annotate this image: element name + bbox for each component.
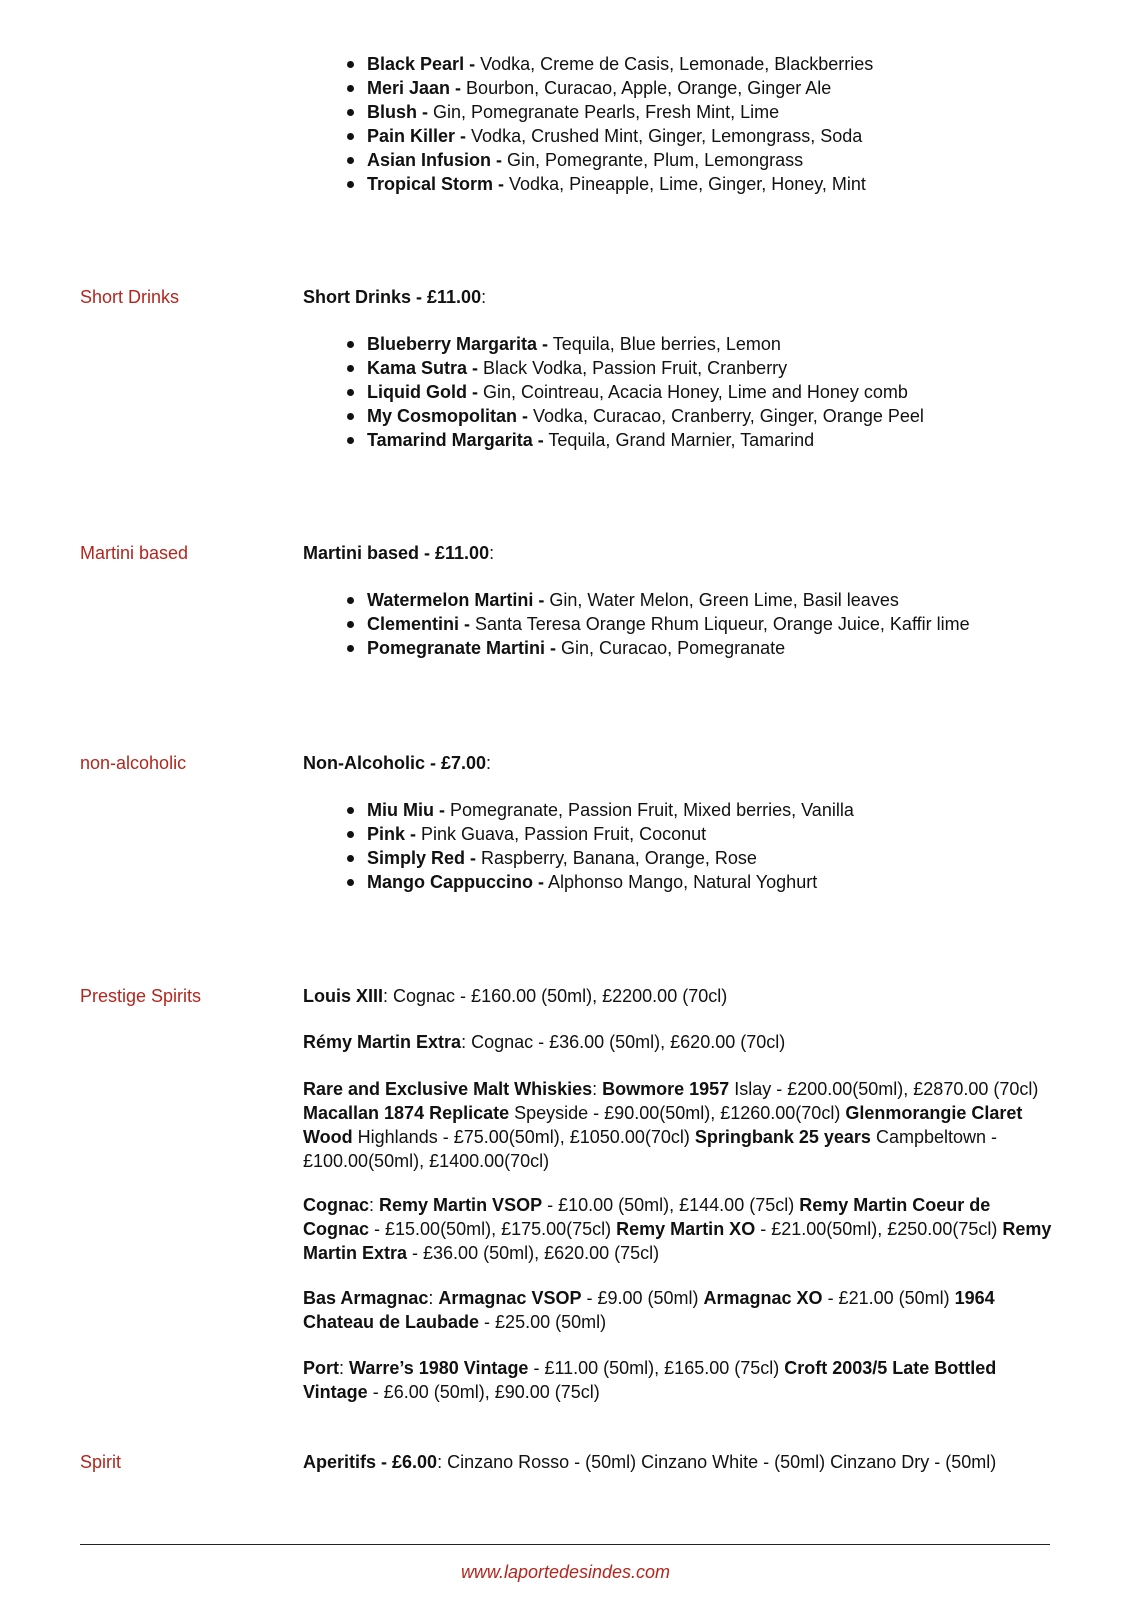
- spirit-aperitifs: Aperitifs - £6.00: Cinzano Rosso - (50ml) Cinzano White - (50ml) Cinzano Dry - (50ml): [303, 1452, 997, 1472]
- list-item: My Cosmopolitan - Vodka, Curacao, Cranberry, Ginger, Orange Peel: [345, 404, 924, 428]
- top-cocktail-list: [345, 52, 873, 196]
- prestige-louis-xiii: Louis XIII: Cognac - £160.00 (50ml), £2200.00 (70cl): [303, 986, 728, 1006]
- list-item: Simply Red - Raspberry, Banana, Orange, Rose: [345, 846, 854, 870]
- list-item: Asian Infusion - Gin, Pomegrante, Plum, Lemongrass: [345, 148, 873, 172]
- section-heading-martini: Martini based - £11.00:: [303, 543, 495, 563]
- prestige-armagnac: Bas Armagnac: Armagnac VSOP - £9.00 (50ml) Armagnac XO - £21.00 (50ml) 1964 Chateau de Laubade - £25.00 (50ml): [303, 1288, 995, 1332]
- martini-list: [345, 588, 970, 660]
- list-item: Blueberry Margarita - Tequila, Blue berries, Lemon: [345, 332, 924, 356]
- list-item: Blush - Gin, Pomegranate Pearls, Fresh Mint, Lime: [345, 100, 873, 124]
- list-item: Meri Jaan - Bourbon, Curacao, Apple, Orange, Ginger Ale: [345, 76, 873, 100]
- list-item: Kama Sutra - Black Vodka, Passion Fruit, Cranberry: [345, 356, 924, 380]
- footer-divider: [80, 1544, 1050, 1545]
- list-item: Pomegranate Martini - Gin, Curacao, Pomegranate: [345, 636, 970, 660]
- prestige-remy-extra: Rémy Martin Extra: Cognac - £36.00 (50ml), £620.00 (70cl): [303, 1032, 786, 1052]
- footer-url-link[interactable]: www.laportedesindes.com: [460, 1562, 671, 1582]
- section-label-martini: Martini based: [80, 543, 189, 563]
- prestige-malt-whiskies: Rare and Exclusive Malt Whiskies: Bowmore 1957 Islay - £200.00(50ml), £2870.00 (70cl) Macallan 1874 Replicate Speyside - £90.00(50ml), £1260.00(70cl) Glenmorangie Claret Wood Highlands - £75.00(50ml), £1050.00(70cl) Springbank 25 years Campbeltown - £100.00(50ml), £1400.00(70cl): [303, 1079, 1039, 1171]
- prestige-port: Port: Warre’s 1980 Vintage - £11.00 (50ml), £165.00 (75cl) Croft 2003/5 Late Bottled Vintage - £6.00 (50ml), £90.00 (75cl): [303, 1358, 997, 1402]
- short-drinks-list: [345, 332, 924, 452]
- list-item: Pain Killer - Vodka, Crushed Mint, Ginger, Lemongrass, Soda: [345, 124, 873, 148]
- list-item: Miu Miu - Pomegranate, Passion Fruit, Mixed berries, Vanilla: [345, 798, 854, 822]
- section-label-prestige-spirits: Prestige Spirits: [80, 986, 202, 1006]
- non-alcoholic-list: [345, 798, 854, 894]
- section-label-short-drinks: Short Drinks: [80, 287, 180, 307]
- section-label-spirit: Spirit: [80, 1452, 122, 1472]
- list-item: Watermelon Martini - Gin, Water Melon, Green Lime, Basil leaves: [345, 588, 970, 612]
- list-item: Pink - Pink Guava, Passion Fruit, Coconut: [345, 822, 854, 846]
- prestige-cognac: Cognac: Remy Martin VSOP - £10.00 (50ml), £144.00 (75cl) Remy Martin Coeur de Cognac - £15.00(50ml), £175.00(75cl) Remy Martin XO - £21.00(50ml), £250.00(75cl) Remy Martin Extra - £36.00 (50ml), £620.00 (75cl): [303, 1195, 1052, 1263]
- list-item: Tamarind Margarita - Tequila, Grand Marnier, Tamarind: [345, 428, 924, 452]
- section-label-non-alcoholic: non-alcoholic: [80, 753, 187, 773]
- section-heading-short-drinks: Short Drinks - £11.00:: [303, 287, 487, 307]
- list-item: Tropical Storm - Vodka, Pineapple, Lime, Ginger, Honey, Mint: [345, 172, 873, 196]
- list-item: Clementini - Santa Teresa Orange Rhum Liqueur, Orange Juice, Kaffir lime: [345, 612, 970, 636]
- section-heading-non-alcoholic: Non-Alcoholic - £7.00:: [303, 753, 492, 773]
- list-item: Mango Cappuccino - Alphonso Mango, Natural Yoghurt: [345, 870, 854, 894]
- list-item: Black Pearl - Vodka, Creme de Casis, Lemonade, Blackberries: [345, 52, 873, 76]
- list-item: Liquid Gold - Gin, Cointreau, Acacia Honey, Lime and Honey comb: [345, 380, 924, 404]
